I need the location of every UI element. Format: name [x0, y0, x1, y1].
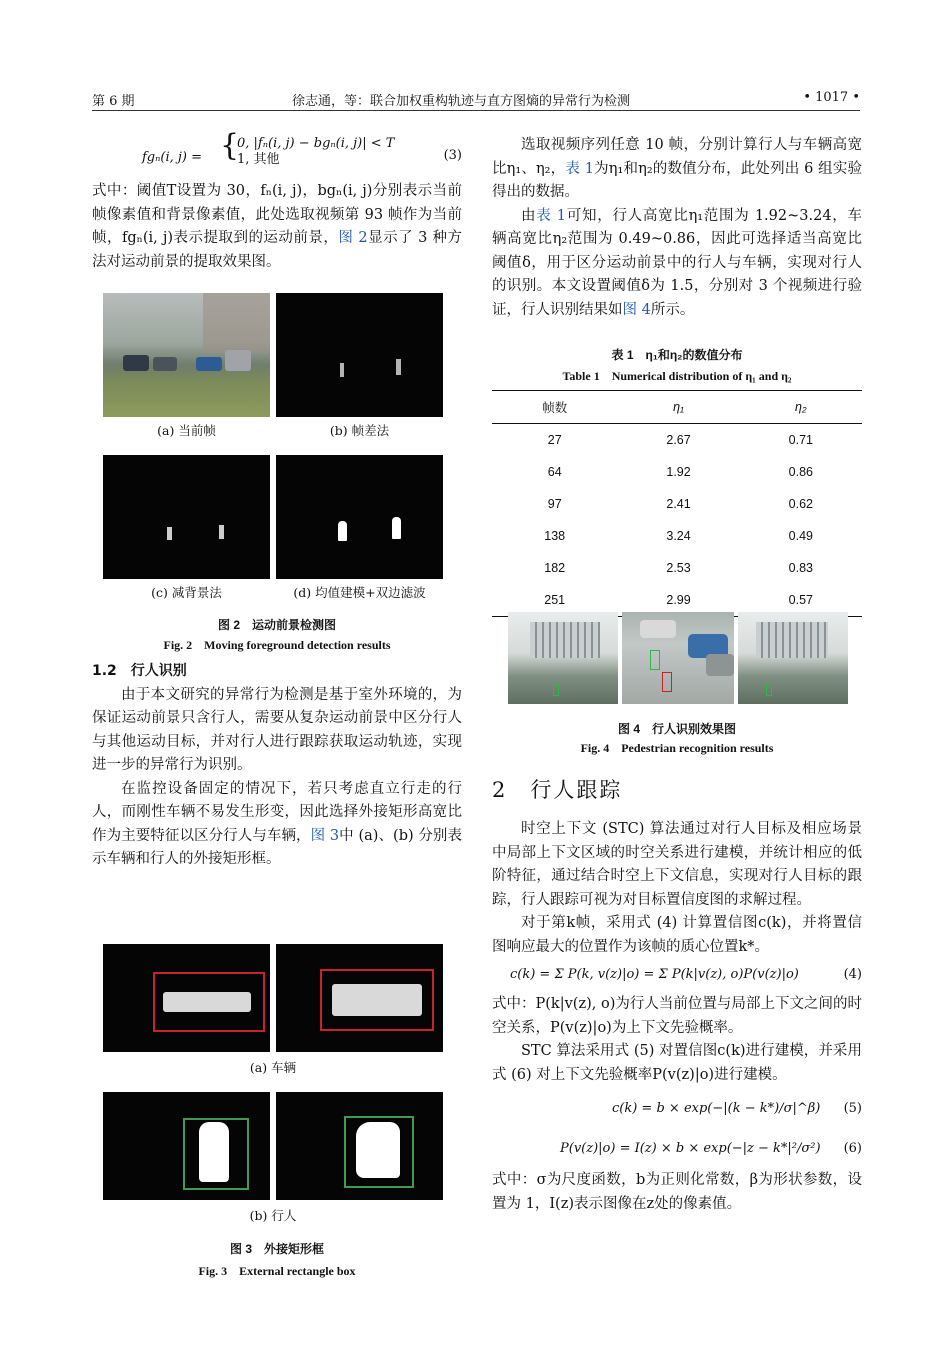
table-cell: 138 [544, 529, 566, 543]
paragraph-select-frames-text: 选取视频序列任意 10 帧，分别计算行人与车辆高宽比η₁、η₂， [492, 137, 862, 177]
fig3-vehicle-left [103, 944, 270, 1052]
section-1-2-heading: 1.2 行人识别 [92, 663, 187, 679]
table1-link-2[interactable]: 表 1 [536, 207, 567, 224]
table-cell: 3.24 [666, 529, 691, 543]
fig2-frame-diff [276, 293, 443, 417]
table-cell: 2.67 [666, 433, 691, 447]
vehicle-blob [332, 984, 422, 1016]
table-row [492, 552, 862, 584]
fig4-title-en: Fig. 4 Pedestrian recognition results [580, 741, 774, 755]
fig2-caption-b: (b) 帧差法 [329, 423, 390, 438]
right-column-bottom [492, 772, 862, 1216]
eq6-text: P(v(z)|o) = I(z) × b × exp(−|z − k*|²/σ²) [560, 1141, 821, 1156]
paragraph-confidence-map: 对于第k帧，采用式 (4) 计算置信图c(k)，并将置信图响应最大的位置作为该帧的质心位置k*。 [492, 915, 862, 955]
table1-header-eta2: η₂ [740, 391, 862, 424]
pedestrian-blob [338, 521, 347, 541]
table-row [492, 488, 862, 520]
fig4-frame-2 [622, 612, 734, 704]
car-shape [196, 357, 222, 371]
eq6-number: (6) [843, 1141, 862, 1156]
table-cell: 0.83 [788, 561, 814, 575]
pedestrian-blob [199, 1122, 229, 1182]
table-row [492, 424, 862, 457]
table-cell: 2.41 [666, 497, 691, 511]
paragraph-threshold-delta-text: 可知，行人高宽比η₁范围为 1.92~3.24，车辆高宽比η₂范围为 0.49~0.86，因此可选择适当高宽比阈值δ，用于区分运动前景中的行人与车辆，实现对行人的识别。本文设置阈值δ为 1.5，分别对 3 个视频进行验证，行人识别结果如 [492, 207, 863, 318]
van-shape [225, 350, 251, 371]
table-row [492, 520, 862, 552]
paragraph-select-frames-end: 为η₁和η₂的数值分布，此处列出 6 组实验得出的数据。 [492, 160, 862, 200]
car-shape [123, 355, 149, 371]
eq5-text: c(k) = b × exp(−|(k − k*)/σ|^β) [612, 1101, 821, 1116]
eq3-lhs: fgₙ(i, j) = [142, 150, 203, 165]
fig4-title-cn: 图 4 行人识别效果图 [617, 722, 736, 736]
pedestrian-blob [340, 363, 344, 377]
table1-header-eta1: η₁ [617, 391, 739, 424]
table-cell: 0.62 [788, 497, 814, 511]
eq5-number: (5) [843, 1101, 862, 1116]
pedestrian-blob [167, 527, 172, 540]
fig2-caption-d: (d) 均值建模+双边滤波 [293, 585, 426, 600]
paragraph-threshold-end: 显示了 3 种方法对运动前景的提取效果图。 [92, 230, 462, 270]
fig2-title-cn: 图 2 运动前景检测图 [217, 618, 336, 632]
table-cell: 27 [547, 433, 562, 447]
right-column-top [492, 134, 862, 322]
fig4-frame-3 [738, 612, 848, 704]
detection-box [650, 650, 660, 670]
paragraph-threshold [92, 180, 462, 274]
eq3-case1: 0, |fₙ(i, j) − bgₙ(i, j)| < T [237, 136, 395, 151]
fig2-mean-bilateral [276, 455, 443, 579]
table-cell: 1.92 [666, 465, 691, 479]
fig3-caption-a: (a) 车辆 [249, 1060, 297, 1075]
paragraph-pedestrian-recognition: 由于本文研究的异常行为检测是基于室外环境的，为保证运动前景只含行人，需要从复杂运动前景中区分行人与其他运动目标，并对行人进行跟踪获取运动轨迹，实现进一步的异常行为识别。 [92, 686, 462, 773]
table1-grid [492, 390, 862, 617]
fig3-link[interactable]: 图 3 [310, 827, 340, 844]
fig3-pedestrian-right [276, 1092, 443, 1200]
issue-label: 第 6 期 [92, 94, 135, 109]
paragraph-threshold-delta [492, 205, 862, 323]
fig3-title-en: Fig. 3 External rectangle box [198, 1264, 356, 1278]
table-cell: 182 [544, 561, 566, 575]
table1-title-cn: 表 1 η₁和η₂的数值分布 [611, 348, 743, 362]
paragraph-spatial-relation: 式中：P(k|v(z), o)为行人当前位置与局部上下文之间的时空关系，P(v(z)|o)为上下文先验概率。 [492, 996, 862, 1036]
table-cell: 0.57 [740, 584, 862, 617]
paragraph-threshold-delta-start: 由 [521, 207, 537, 224]
paragraph-select-frames [492, 134, 862, 205]
eq3-case2: 1, 其他 [237, 152, 280, 167]
detection-box [553, 684, 559, 696]
paragraph-aspect-ratio-text: 在监控设备固定的情况下，若只考虑直立行走的行人，而刚性车辆不易发生形变，因此选择外接矩形高宽比作为主要特征以区分行人与车辆， [92, 780, 462, 844]
table-1 [492, 346, 862, 617]
detection-box [662, 672, 672, 692]
fig2-caption-a: (a) 当前帧 [157, 423, 216, 438]
table-cell: 64 [547, 465, 562, 479]
table-cell: 97 [547, 497, 562, 511]
paragraph-threshold-delta-end: 所示。 [650, 301, 695, 318]
page-number: • 1017 • [803, 90, 860, 105]
detection-box [766, 684, 772, 696]
pedestrian-blob [396, 359, 401, 375]
fig2-link[interactable]: 图 2 [338, 230, 368, 246]
eq4-number: (4) [843, 967, 862, 982]
fig4-link[interactable]: 图 4 [622, 301, 651, 318]
fig3-pedestrian-left [103, 1092, 270, 1200]
table-cell: 251 [492, 584, 617, 617]
eq3-number: (3) [443, 148, 462, 163]
car-shape [640, 620, 676, 638]
table1-header-frame: 帧数 [492, 391, 617, 424]
paragraph-stc: 时空上下文 (STC) 算法通过对行人目标及相应场景中局部上下文区域的时空关系进行建模，并统计相应的低阶特征，通过结合时空上下文信息，实现对行人目标的跟踪，行人跟踪可视为对目标置信度图的求解过程。 [492, 821, 862, 908]
paragraph-stc-model: STC 算法采用式 (5) 对置信图c(k)进行建模，并采用式 (6) 对上下文先验概率P(v(z)|o)进行建模。 [492, 1043, 862, 1083]
paragraph-parameters: 式中：σ为尺度函数，b为正则化常数，β为形状参数，设置为 1，I(z)表示图像在z处的像素值。 [492, 1172, 862, 1212]
fig3-title-cn: 图 3 外接矩形框 [229, 1242, 324, 1256]
equation-6 [492, 1129, 862, 1169]
fig2-title-en: Fig. 2 Moving foreground detection results [163, 638, 391, 652]
eq3-brace: { [220, 128, 240, 163]
paragraph-aspect-ratio [92, 778, 462, 872]
page-header [92, 88, 860, 111]
fig3-vehicle-right [276, 944, 443, 1052]
table-cell: 2.53 [666, 561, 691, 575]
equation-3 [92, 128, 462, 170]
table-row [492, 456, 862, 488]
running-title: 徐志通，等：联合加权重构轨迹与直方图熵的异常行为检测 [292, 94, 631, 109]
left-column-top [92, 128, 462, 274]
pedestrian-blob [392, 517, 401, 539]
building-shape [756, 622, 828, 658]
table1-link[interactable]: 表 1 [565, 160, 594, 177]
table-cell: 0.71 [788, 433, 814, 447]
paragraph-threshold-text: 式中：阈值T设置为 30，fₙ(i, j)，bgₙ(i, j)分别表示当前帧像素值和背景像素值，此处选取视频第 93 帧作为当前帧，fgₙ(i, j)表示提取到的运动前景， [92, 183, 462, 246]
pedestrian-blob [219, 525, 224, 539]
table-cell: 0.86 [788, 465, 814, 479]
paragraph-aspect-ratio-end: 中 (a)、(b) 分别表示车辆和行人的外接矩形框。 [92, 827, 462, 867]
building-shape [530, 622, 600, 658]
equation-5 [492, 1087, 862, 1129]
car-shape [706, 654, 734, 676]
section-2-heading: 2 行人跟踪 [492, 778, 623, 802]
pedestrian-blob [356, 1122, 400, 1178]
eq4-text: c(k) = Σ P(k, v(z)|o) = Σ P(k|v(z), o)P(v(z)|o) [510, 967, 799, 982]
building-shape [203, 293, 270, 353]
left-column-middle [92, 660, 462, 872]
fig2-caption-c: (c) 减背景法 [151, 585, 222, 600]
fig2-background-subtraction [103, 455, 270, 579]
fig2-current-frame [103, 293, 270, 417]
car-shape [153, 357, 177, 371]
table-cell: 2.99 [617, 584, 739, 617]
equation-4 [492, 959, 862, 993]
fig4-frame-1 [508, 612, 618, 704]
vehicle-blob [163, 992, 251, 1012]
table1-title-en: Table 1 Numerical distribution of η₁ and η₂ [562, 369, 792, 383]
fig3-caption-b: (b) 行人 [249, 1208, 297, 1223]
table-cell: 0.49 [788, 529, 814, 543]
